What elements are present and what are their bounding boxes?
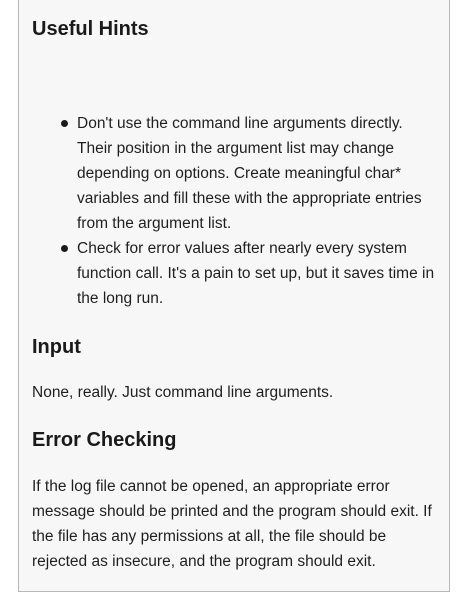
input-text: None, really. Just command line arguments. — [32, 384, 334, 401]
content-panel — [18, 0, 450, 592]
error-checking-heading: Error Checking — [32, 429, 177, 451]
hints-list — [32, 111, 437, 311]
error-checking-text: If the log file cannot be opened, an appropriate error message should be printed and the program should exit. If the file has any permissions at all, the file should be rejected as insecure, and the program should exit. — [32, 478, 432, 570]
bullet-icon — [61, 245, 68, 252]
bullet-icon — [61, 120, 68, 127]
list-item — [32, 236, 437, 311]
input-heading: Input — [32, 336, 81, 358]
list-item — [32, 111, 437, 236]
useful-hints-heading: Useful Hints — [32, 18, 149, 40]
hint-text: Check for error values after nearly every system function call. It's a pain to set up, but it saves time in the long run. — [77, 240, 435, 307]
hint-text: Don't use the command line arguments directly. Their position in the argument list may change depending on options. Create meaningful char* variables and fill these with the appropriate entries from the argument list. — [77, 115, 422, 232]
